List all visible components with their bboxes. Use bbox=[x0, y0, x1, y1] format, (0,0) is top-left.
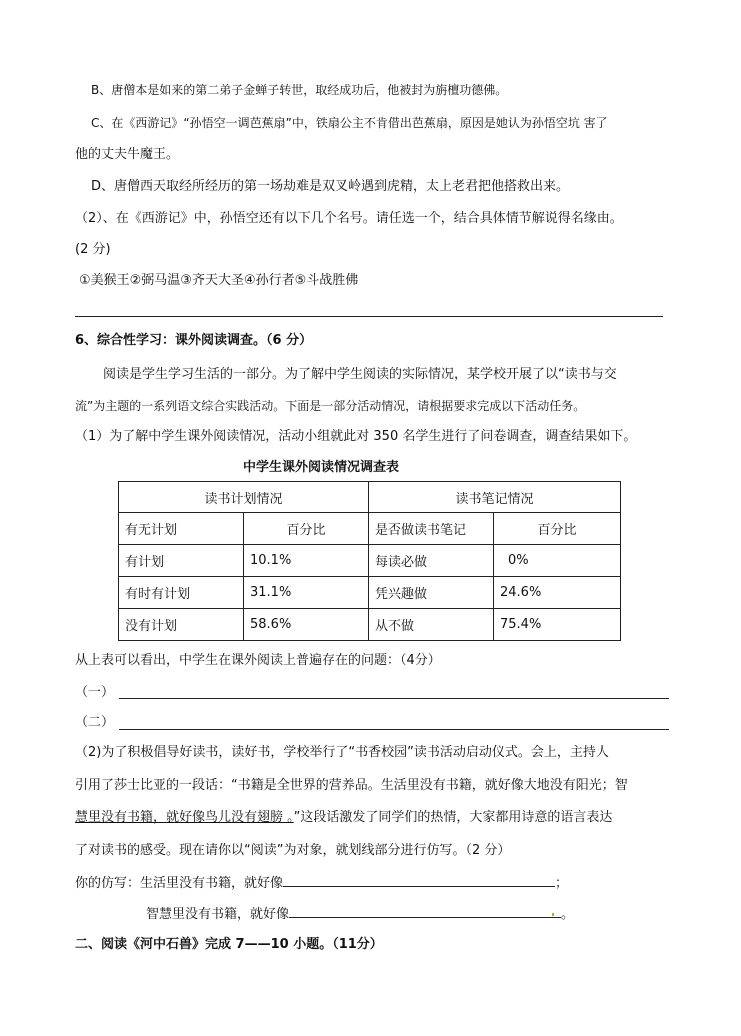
table-col-notes: 是否做读书笔记 bbox=[369, 513, 494, 545]
q5-option-b: B、唐僧本是如来的第二弟子金蝉子转世，取经成功后，他被封为旃檀功德佛。 bbox=[91, 83, 508, 97]
imitation-line1 bbox=[75, 872, 568, 894]
blank2-label: （二） bbox=[75, 715, 115, 730]
q5-option-c-line1: C、在《西游记》“孙悟空一调芭蕉扇”中，铁扇公主不肯借出芭蕉扇，原因是她认为孙悟空坑 害了 bbox=[91, 116, 608, 130]
table-title: 中学生课外阅读情况调查表 bbox=[243, 460, 400, 475]
q6-sub2-line3-rest: ”这段话激发了同学们的热情，大家都用诗意的语言表达 bbox=[293, 810, 613, 825]
answer-blank-2[interactable] bbox=[119, 729, 669, 730]
imitation-line2-end: 。 bbox=[561, 907, 575, 922]
q6-title: 6、综合性学习：课外阅读调查。（6 分） bbox=[75, 333, 313, 348]
table-cell: 凭兴趣做 bbox=[369, 577, 494, 609]
q6-intro-line2: 流”为主题的一系列语文综合实践活动。下面是一部分活动情况，请根据要求完成以下活动任务。 bbox=[75, 399, 586, 413]
q5-answer-line bbox=[75, 316, 663, 317]
table-cell: 24.6% bbox=[494, 577, 621, 609]
table-cell: 58.6% bbox=[244, 609, 369, 641]
table-cell: 每读必做 bbox=[369, 545, 494, 577]
table-cell: 10.1% bbox=[244, 545, 369, 577]
section2-title: 二、阅读《河中石兽》完成 7——10 小题。（11分） bbox=[75, 937, 383, 952]
problem-prompt: 从上表可以看出，中学生在课外阅读上普遍存在的问题：（4分） bbox=[75, 653, 441, 668]
q6-sub2-line4: 了对读书的感受。现在请你以“阅读”为对象，就划线部分进行仿写。（2 分） bbox=[75, 843, 511, 858]
imitation-line2-prefix: 智慧里没有书籍，就好像 bbox=[146, 907, 290, 922]
table-row bbox=[119, 577, 621, 609]
imitation-blank-1[interactable] bbox=[283, 872, 555, 887]
q5-sub2-line1: （2）、在《西游记》中，孙悟空还有以下几个名号。请任选一个，结合具体情节解说得名缘由。 bbox=[75, 211, 623, 226]
q5-sub2-points: (2 分) bbox=[75, 242, 111, 257]
q5-option-c-line2: 他的丈夫牛魔王。 bbox=[75, 147, 180, 162]
table-cell: 从不做 bbox=[369, 609, 494, 641]
imitation-line1-prefix: 你的仿写：生活里没有书籍，就好像 bbox=[75, 876, 284, 891]
q6-sub1: （1）为了解中学生课外阅读情况，活动小组就此对 350 名学生进行了问卷调查，调查结果如下。 bbox=[75, 429, 637, 444]
q6-intro-line1: 阅读是学生学习生活的一部分。为了解中学生阅读的实际情况，某学校开展了以“读书与交 bbox=[103, 367, 617, 382]
table-cell: 没有计划 bbox=[119, 609, 244, 641]
table-cell: 有时有计划 bbox=[119, 577, 244, 609]
table-cell: 75.4% bbox=[494, 609, 621, 641]
q5-name-list: ①美猴王②弼马温③齐天大圣④孙行者⑤斗战胜佛 bbox=[79, 273, 359, 288]
survey-table bbox=[118, 481, 621, 641]
imitation-line1-end: ； bbox=[555, 876, 569, 891]
table-cell: 有计划 bbox=[119, 545, 244, 577]
answer-blank-1[interactable] bbox=[119, 698, 669, 699]
imitation-line2 bbox=[146, 903, 574, 925]
table-column-row bbox=[119, 513, 621, 545]
q6-sub2-line3 bbox=[75, 808, 612, 828]
table-col-plan: 有无计划 bbox=[119, 513, 244, 545]
table-cell: 0% bbox=[494, 545, 621, 577]
q6-sub2-line1: （2)为了积极倡导好读书，读好书，学校举行了“书香校园”读书活动启动仪式。会上，主持人 bbox=[75, 745, 609, 760]
blank1-label: （一） bbox=[75, 685, 115, 700]
table-header-notes: 读书笔记情况 bbox=[369, 482, 621, 513]
table-header-plan: 读书计划情况 bbox=[119, 482, 369, 513]
table-col-notes-pct: 百分比 bbox=[494, 513, 621, 545]
q5-option-d: D、唐僧西天取经所经历的第一场劫难是双叉岭遇到虎精，太上老君把他搭救出来。 bbox=[91, 179, 570, 194]
imitation-blank-2[interactable] bbox=[289, 903, 561, 918]
table-cell: 31.1% bbox=[244, 577, 369, 609]
table-row bbox=[119, 609, 621, 641]
table-col-plan-pct: 百分比 bbox=[244, 513, 369, 545]
table-header-row bbox=[119, 482, 621, 513]
table-row bbox=[119, 545, 621, 577]
stray-mark bbox=[552, 913, 554, 916]
underlined-quote: 慧里没有书籍，就好像鸟儿没有翅膀 。 bbox=[75, 810, 294, 825]
q6-sub2-line2: 引用了莎士比亚的一段话：“书籍是全世界的营养品。生活里没有书籍，就好像大地没有阳光；智 bbox=[75, 778, 628, 793]
